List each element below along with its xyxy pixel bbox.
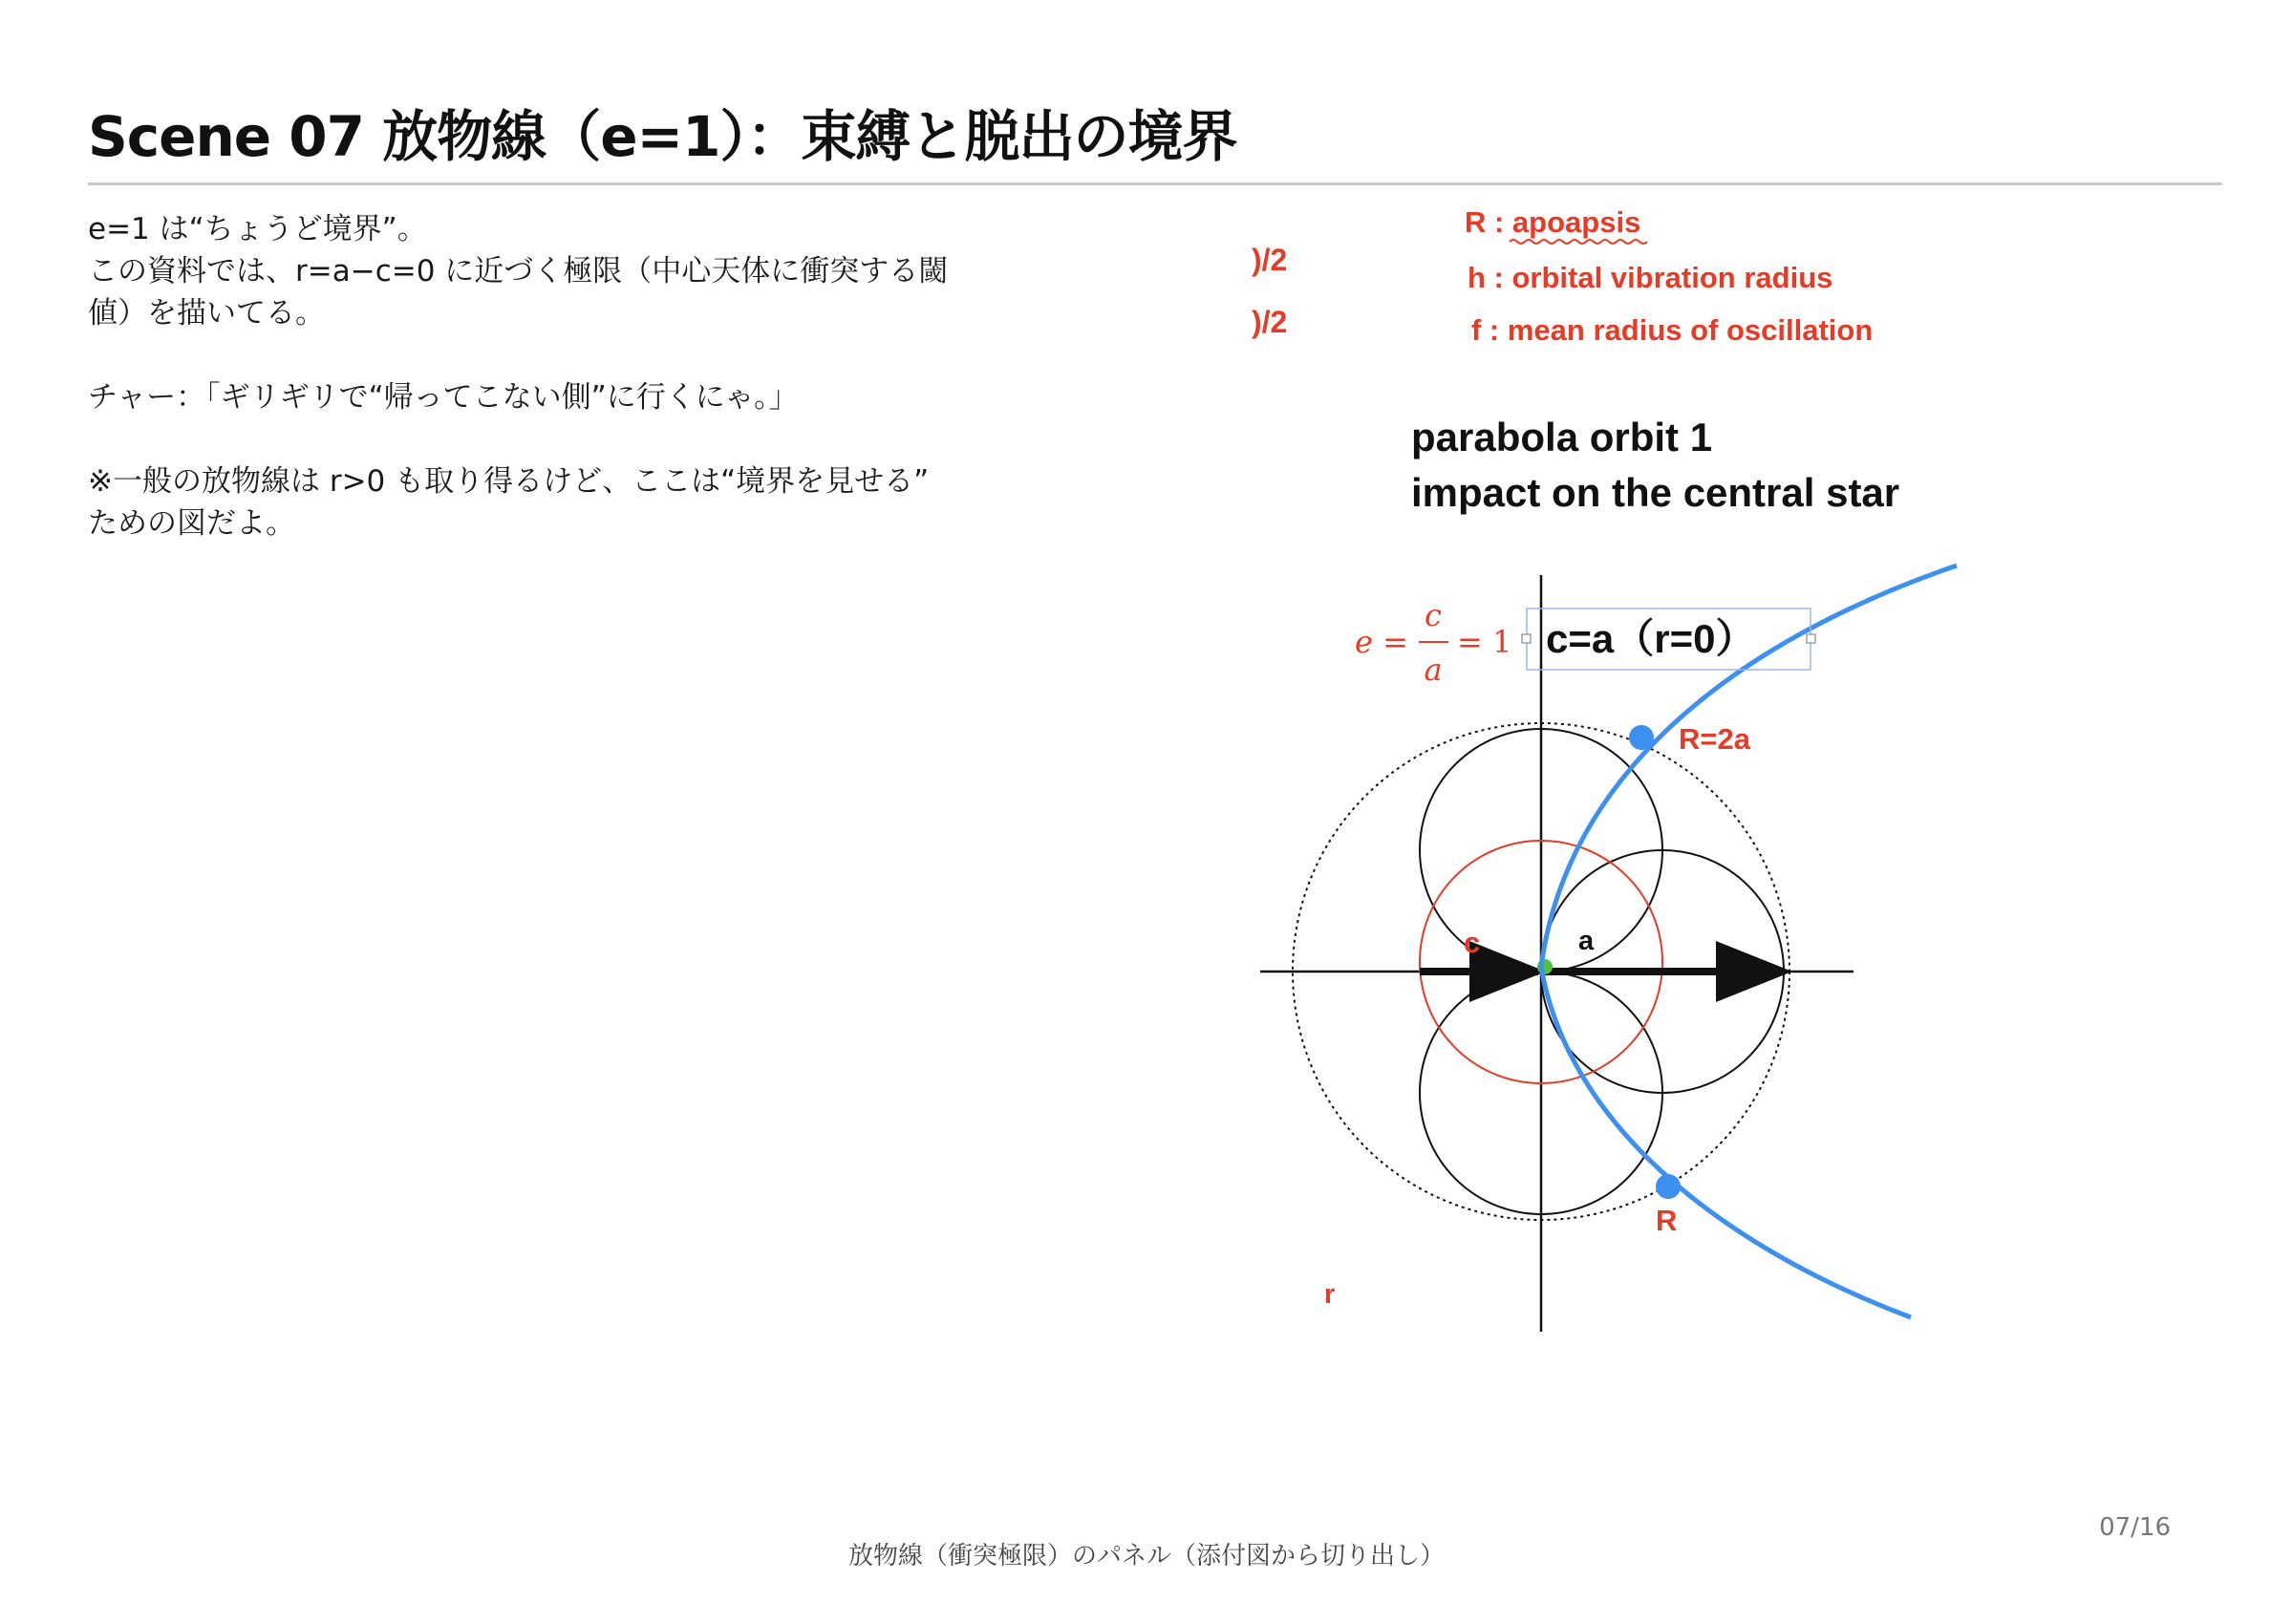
- body-line: 値）を描いてる。: [88, 296, 325, 331]
- title-divider: [88, 182, 2222, 185]
- legend-apoapsis: R : apoapsis: [1465, 205, 1641, 239]
- label-c: c: [1464, 926, 1481, 959]
- body-text: [88, 208, 967, 545]
- page-number: 07/16: [2099, 1513, 2171, 1542]
- figure-heading-line1: parabola orbit 1: [1411, 415, 1713, 459]
- cut-label-2: )/2: [1252, 305, 1288, 339]
- handle-left: [1522, 634, 1531, 643]
- parabola-curve: [1541, 566, 1957, 1317]
- condition-text: c=a（r=0）: [1546, 616, 1756, 661]
- label-r-bottom: R: [1656, 1204, 1678, 1237]
- body-line: チャー：「ギリギリで“帰ってこない側”に行くにゃ。」: [88, 380, 799, 415]
- formula-rhs: = 1: [1457, 624, 1512, 660]
- parabola-figure: [1242, 191, 2006, 1337]
- label-a: a: [1578, 926, 1595, 956]
- body-line: ※一般の放物線は r>0 も取り得るけど、ここは“境界を見せる”: [88, 464, 930, 499]
- formula-lhs: e =: [1355, 624, 1408, 660]
- label-r-2a: R=2a: [1679, 722, 1750, 756]
- figure-caption: 放物線（衝突極限）のパネル（添付図から切り出し）: [847, 1542, 1445, 1571]
- legend-mean-radius: f : mean radius of oscillation: [1471, 313, 1874, 347]
- figure-heading-line2: impact on the central star: [1411, 470, 1900, 515]
- body-line: この資料では、r=a−c=0 に近づく極限（中心天体に衝突する閾: [88, 254, 949, 288]
- legend-vibration-radius: h : orbital vibration radius: [1468, 261, 1833, 294]
- handle-right: [1807, 634, 1815, 643]
- body-line: e=1 は“ちょうど境界”。: [88, 212, 427, 246]
- cut-label-1: )/2: [1252, 243, 1288, 277]
- apoapsis-top-point: [1629, 725, 1654, 750]
- formula-numerator: c: [1425, 597, 1442, 633]
- apoapsis-bottom-point: [1656, 1174, 1681, 1199]
- body-line: ための図だよ。: [88, 506, 295, 541]
- spell-underline: [1510, 240, 1647, 244]
- label-r-small: r: [1324, 1279, 1336, 1310]
- formula-denominator: a: [1424, 652, 1443, 688]
- parabola-figure-svg: [1242, 191, 2006, 1337]
- page-title: Scene 07 放物線（e=1）：束縛と脱出の境界: [88, 104, 1237, 169]
